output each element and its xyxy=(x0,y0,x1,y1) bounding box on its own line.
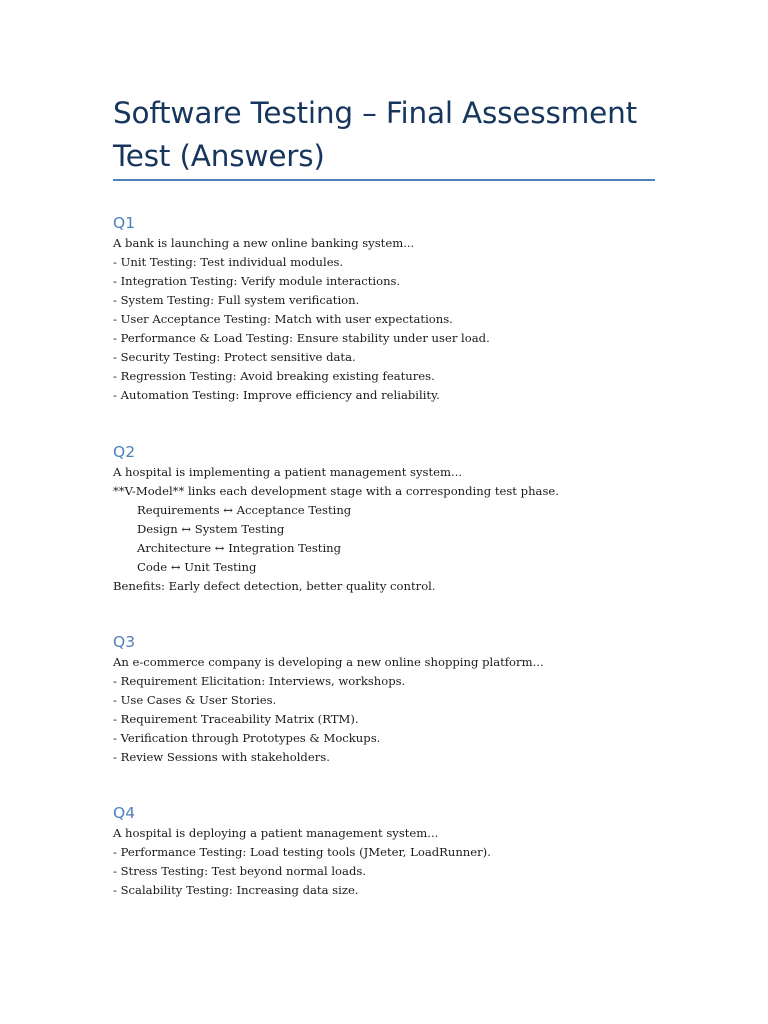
title-underline xyxy=(113,179,655,181)
answer-line: - Performance & Load Testing: Ensure stability under user load. xyxy=(113,331,490,345)
answer-line: - Use Cases & User Stories. xyxy=(113,693,277,707)
answer-line: - Performance Testing: Load testing tools (JMeter, LoadRunner). xyxy=(113,845,491,859)
answer-line: - Requirement Elicitation: Interviews, workshops. xyxy=(113,674,406,688)
section-q4 xyxy=(113,802,673,900)
answer-line: - Verification through Prototypes & Mockups. xyxy=(113,731,381,745)
section-q2 xyxy=(113,441,673,596)
answer-line: - Unit Testing: Test individual modules. xyxy=(113,255,344,269)
mapping-line: Code ↔ Unit Testing xyxy=(137,560,257,574)
answer-line: - Security Testing: Protect sensitive data. xyxy=(113,350,356,364)
answer-line: - Scalability Testing: Increasing data size. xyxy=(113,883,359,897)
section-q3 xyxy=(113,631,673,767)
section-heading: Q4 xyxy=(113,804,136,822)
section-heading: Q1 xyxy=(113,214,136,232)
mapping-line: Architecture ↔ Integration Testing xyxy=(137,541,342,555)
mapping-line: Design ↔ System Testing xyxy=(137,522,285,536)
section-intro: A bank is launching a new online banking system... xyxy=(113,236,415,250)
answer-line: - User Acceptance Testing: Match with user expectations. xyxy=(113,312,453,326)
section-heading: Q3 xyxy=(113,633,136,651)
section-q1 xyxy=(113,212,673,405)
answer-line: - Automation Testing: Improve efficiency and reliability. xyxy=(113,388,440,402)
section-intro: An e-commerce company is developing a new online shopping platform... xyxy=(113,655,544,669)
answer-line: - Stress Testing: Test beyond normal loads. xyxy=(113,864,367,878)
section-heading: Q2 xyxy=(113,443,136,461)
answer-line: - Integration Testing: Verify module interactions. xyxy=(113,274,401,288)
answer-line: Benefits: Early defect detection, better quality control. xyxy=(113,579,436,593)
document-title: Software Testing – Final Assessment Test (Answers) xyxy=(113,96,637,173)
answer-line: - Requirement Traceability Matrix (RTM). xyxy=(113,712,359,726)
section-intro: A hospital is deploying a patient management system... xyxy=(113,826,439,840)
answer-line: - System Testing: Full system verification. xyxy=(113,293,360,307)
mapping-line: Requirements ↔ Acceptance Testing xyxy=(137,503,352,517)
answer-line: **V-Model** links each development stage with a corresponding test phase. xyxy=(113,484,559,498)
section-intro: A hospital is implementing a patient management system... xyxy=(113,465,463,479)
answer-line: - Review Sessions with stakeholders. xyxy=(113,750,330,764)
answer-line: - Regression Testing: Avoid breaking existing features. xyxy=(113,369,435,383)
